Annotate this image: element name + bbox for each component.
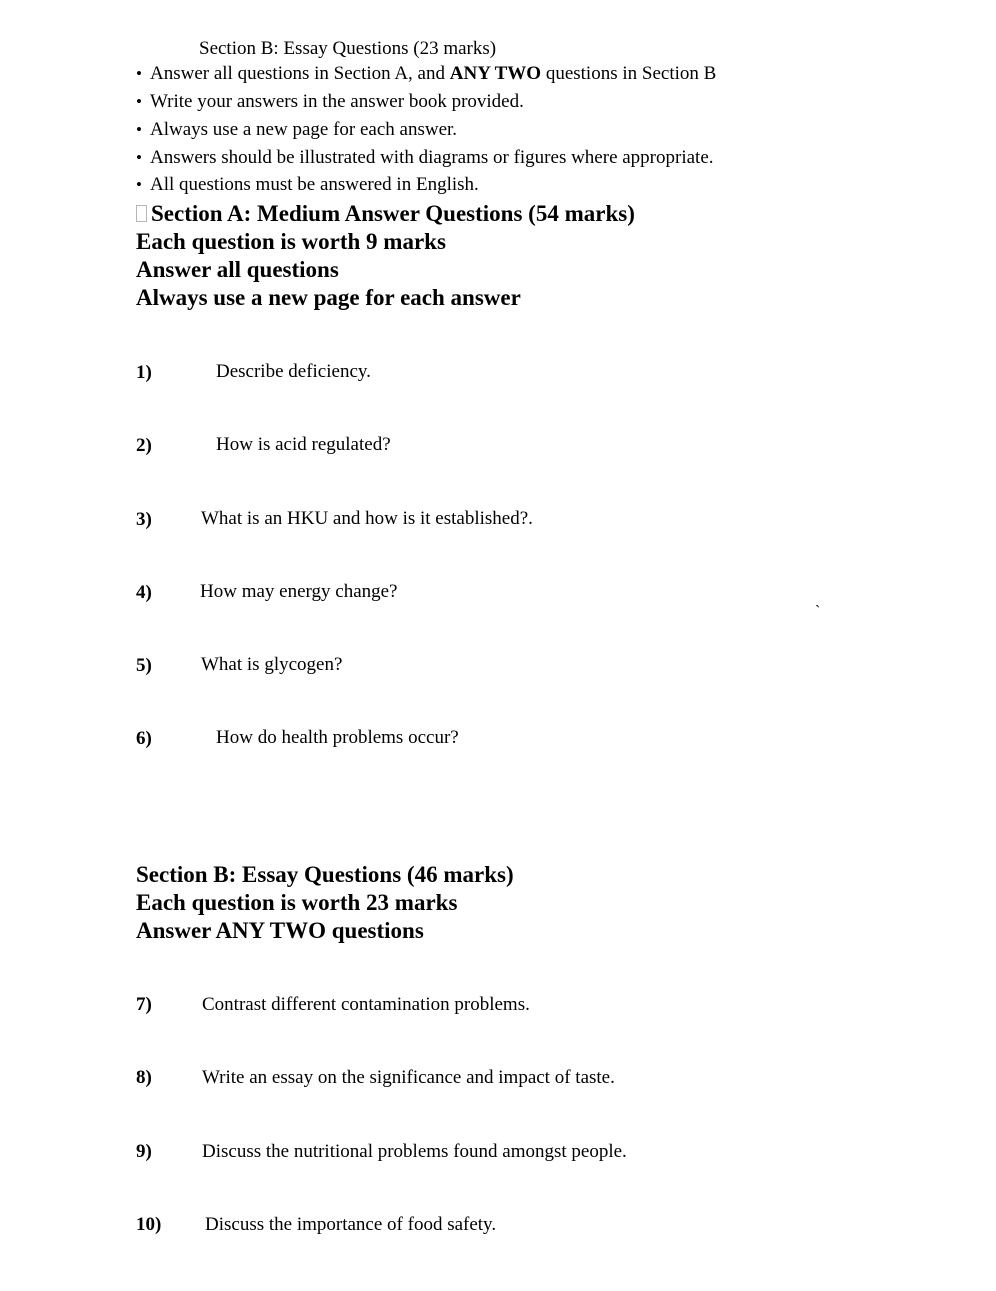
question-text: Write an essay on the significance and impact of taste.: [202, 1067, 615, 1088]
section-b-worth: Each question is worth 23 marks: [136, 890, 458, 915]
question-text: How is acid regulated?: [216, 434, 391, 455]
question-text: Discuss the importance of food safety.: [205, 1214, 497, 1235]
bullet-icon: •: [136, 120, 142, 139]
section-b-answer-instruction: Answer ANY TWO questions: [136, 918, 424, 943]
instruction-text: Answer all questions in Section A, and: [150, 63, 450, 84]
instruction-item: [136, 91, 524, 113]
instruction-item: [136, 147, 714, 169]
section-a-title: [136, 200, 635, 228]
section-a-new-page-instruction: Always use a new page for each answer: [136, 285, 521, 310]
question-number: 9): [136, 1141, 152, 1162]
bullet-icon: •: [136, 148, 142, 167]
question-number: 4): [136, 582, 152, 603]
question-text: Describe deficiency.: [216, 361, 371, 382]
bullet-icon: •: [136, 92, 142, 111]
bullet-icon: •: [136, 64, 142, 83]
instruction-item: [136, 119, 457, 141]
instruction-text: All questions must be answered in English.: [150, 174, 479, 195]
bullet-icon: •: [136, 175, 142, 194]
question-number: 7): [136, 994, 152, 1015]
question-number: 1): [136, 362, 152, 383]
instruction-item: [136, 174, 479, 196]
instruction-text-suffix: questions in Section B: [541, 63, 717, 84]
question-number: 2): [136, 435, 152, 456]
question-text: Discuss the nutritional problems found amongst people.: [202, 1141, 627, 1162]
question-text: How do health problems occur?: [216, 727, 459, 748]
page-header-title: Section B: Essay Questions (23 marks): [199, 38, 497, 59]
question-number: 5): [136, 655, 152, 676]
question-text: Contrast different contamination problems.: [202, 994, 530, 1015]
instruction-emphasis: ANY TWO: [449, 63, 542, 84]
instruction-text: Always use a new page for each answer.: [150, 119, 458, 140]
question-text: What is glycogen?: [201, 654, 343, 675]
question-number: 3): [136, 509, 152, 530]
question-number: 8): [136, 1067, 152, 1088]
section-a-worth: Each question is worth 9 marks: [136, 229, 446, 254]
stray-mark: `: [815, 603, 821, 620]
section-a-title-text: Section A: Medium Answer Questions (54 marks): [151, 201, 635, 226]
question-text: What is an HKU and how is it established?.: [201, 508, 533, 529]
missing-glyph-icon: [136, 205, 147, 222]
instruction-text: Write your answers in the answer book provided.: [150, 91, 524, 112]
instruction-item: [136, 63, 716, 85]
section-b-title: Section B: Essay Questions (46 marks): [136, 862, 514, 887]
question-number: 10): [136, 1214, 162, 1235]
section-a-answer-instruction: Answer all questions: [136, 257, 339, 282]
instruction-text: Answers should be illustrated with diagrams or figures where appropriate.: [150, 147, 714, 168]
question-text: How may energy change?: [200, 581, 398, 602]
question-number: 6): [136, 728, 152, 749]
